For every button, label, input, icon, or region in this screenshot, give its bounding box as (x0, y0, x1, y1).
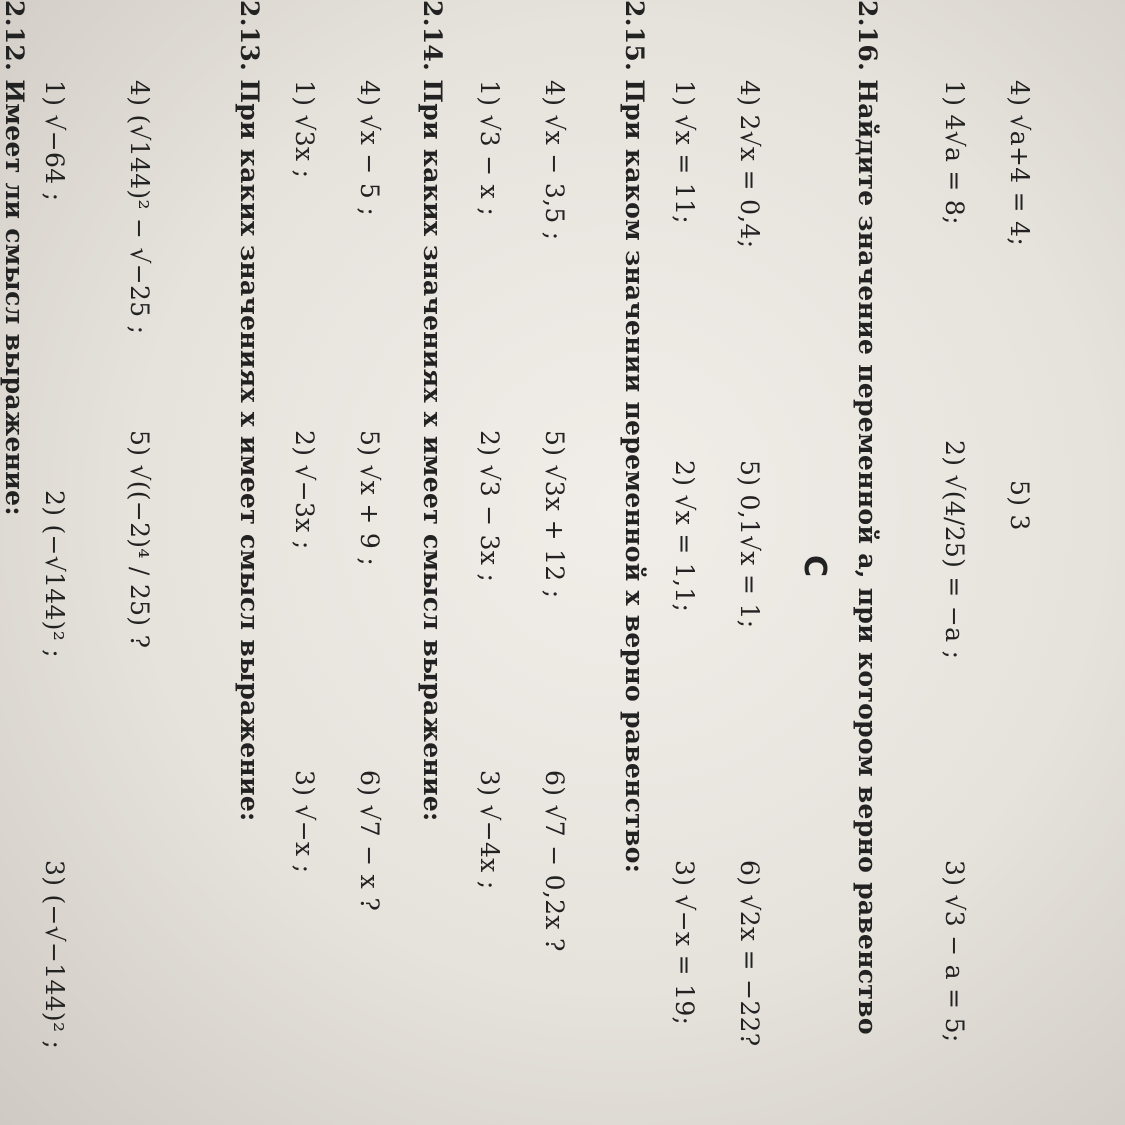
problem-2-15-heading (620, 0, 648, 873)
expr-item: 6) √2x = −22? (735, 860, 764, 1047)
difficulty-level-label: C (797, 555, 832, 578)
problem-title: При каких значениях x имеет смысл выражение: (418, 79, 447, 822)
problem-2-14-heading (418, 0, 446, 822)
problem-number: 2.16. (853, 0, 882, 72)
expr-item: 6) √7 − x ? (355, 770, 384, 912)
expr-item: 4) 2√x = 0,4; (735, 80, 764, 249)
expr-item: 4) √x − 5 ; (355, 80, 384, 217)
problem-2-12-heading (0, 0, 28, 516)
problem-2-16-heading (853, 0, 881, 1035)
problem-title: При каком значении переменной x верно равенство: (620, 79, 649, 874)
problem-title: Найдите значение переменной a, при котором верно равенство (853, 79, 882, 1035)
expr-item: 5) √3x + 12 ; (540, 430, 569, 599)
expr-item: 2) (−√144)² ; (40, 490, 69, 658)
expr-item: 1) 4√a = 8; (940, 80, 969, 225)
expr-item: 1) √3x ; (290, 80, 319, 179)
expr-item: 2) √3 − 3x ; (475, 430, 504, 583)
expr-item: 5) √((−2)⁴ / 25) ? (125, 430, 154, 649)
expr-item: 3) (−√−144)² ; (40, 860, 69, 1050)
problem-title: При каких значениях x имеет смысл выражение: (235, 79, 264, 822)
expr-item: 2) √−3x ; (290, 430, 319, 550)
expr-item: 4) √x − 3,5 ; (540, 80, 569, 241)
expr-item: 2) √x = 1,1; (670, 460, 699, 613)
expr-item: 3) √3 − a = 5; (940, 860, 969, 1043)
problem-number: 2.12. (0, 0, 29, 72)
expr-item: 6) √7 − 0,2x ? (540, 770, 569, 952)
problem-2-13-heading (235, 0, 263, 822)
expr-item: 2) √(4/25) = −a ; (940, 440, 969, 660)
problem-number: 2.15. (620, 0, 649, 72)
problem-number: 2.13. (235, 0, 264, 72)
expr-item: 5) 0,1√x = 1; (735, 460, 764, 629)
expr-item: 3) √−4x ; (475, 770, 504, 890)
expr-item: 3) √−x = 19; (670, 860, 699, 1026)
expr-item: 5) 3 (1005, 480, 1034, 531)
expr-item: 1) √−64 ; (40, 80, 69, 202)
expr-item: 4) √a+4 = 4; (1005, 80, 1034, 247)
problem-title: Имеет ли смысл выражение: (0, 79, 29, 516)
expr-item: 1) √3 − x ; (475, 80, 504, 217)
expr-item: 4) (√144)² − √−25 ; (125, 80, 154, 335)
expr-item: 5) √x + 9 ; (355, 430, 384, 567)
expr-item: 1) √x = 11; (670, 80, 699, 225)
problem-number: 2.14. (418, 0, 447, 72)
expr-item: 3) √−x ; (290, 770, 319, 874)
